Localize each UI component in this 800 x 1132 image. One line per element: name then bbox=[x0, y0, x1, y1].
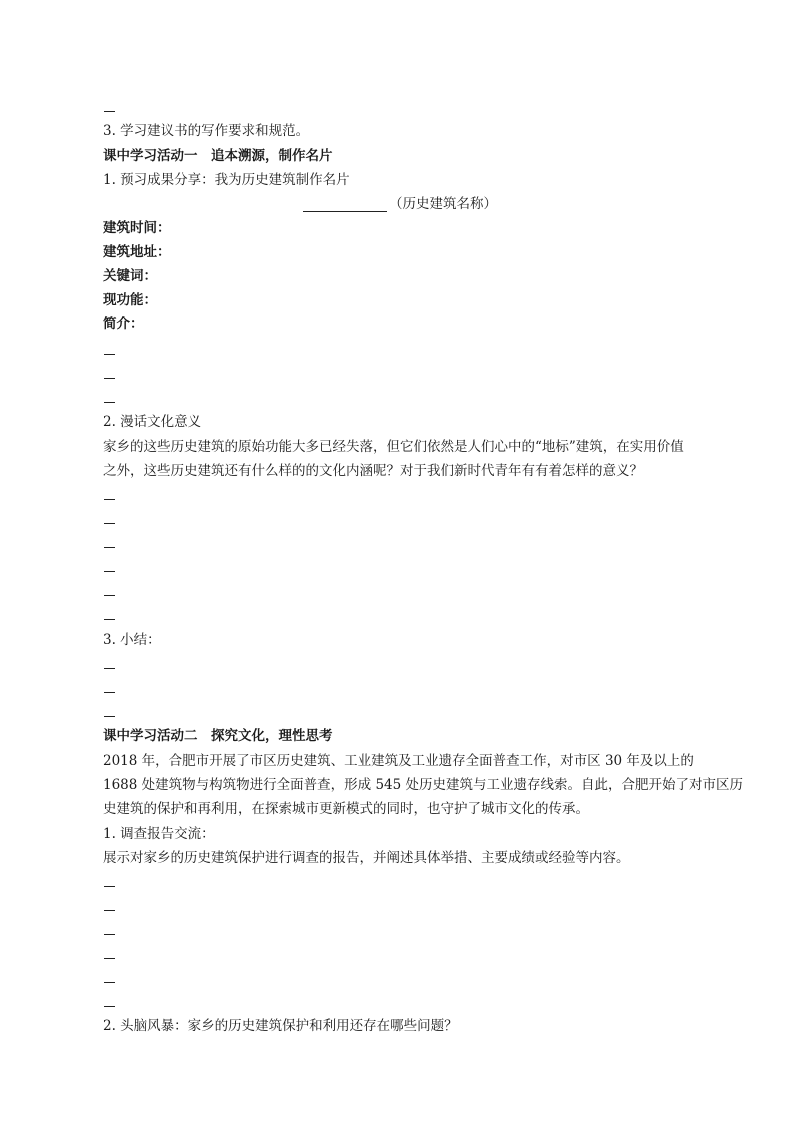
summary-heading: 3. 小结： bbox=[103, 632, 161, 648]
preview-share-heading: 1. 预习成果分享：我为历史建筑制作名片 bbox=[103, 172, 350, 188]
answer-line bbox=[104, 958, 115, 959]
field-keywords: 关键词： bbox=[103, 268, 157, 284]
brainstorm-heading: 2. 头脑风暴：家乡的历史建筑保护和利用还存在哪些问题？ bbox=[103, 1018, 458, 1034]
answer-line bbox=[104, 910, 115, 911]
answer-line bbox=[104, 716, 115, 717]
cultural-meaning-para-2: 之外，这些历史建筑还有什么样的的文化内涵呢？对于我们新时代青年有有着怎样的意义？ bbox=[103, 463, 643, 479]
field-address: 建筑地址： bbox=[103, 244, 171, 260]
answer-line bbox=[104, 523, 115, 524]
answer-line bbox=[104, 934, 115, 935]
answer-line bbox=[104, 886, 115, 887]
answer-line bbox=[104, 595, 115, 596]
answer-line bbox=[104, 982, 115, 983]
answer-line bbox=[104, 354, 115, 355]
report-description: 展示对家乡的历史建筑保护进行调查的报告，并阐述具体举措、主要成绩或经验等内容。 bbox=[103, 850, 630, 866]
cultural-meaning-para-1: 家乡的这些历史建筑的原始功能大多已经失落，但它们依然是人们心中的“地标”建筑，在实用价值 bbox=[103, 439, 684, 455]
building-name-blank bbox=[303, 199, 387, 212]
field-build-time: 建筑时间： bbox=[103, 220, 171, 236]
hefei-para-3: 史建筑的保护和再利用，在探索城市更新模式的同时，也守护了城市文化的传承。 bbox=[103, 801, 589, 817]
building-name-label: （历史建筑名称） bbox=[389, 196, 497, 212]
answer-line bbox=[104, 571, 115, 572]
study-item-3: 3. 学习建议书的写作要求和规范。 bbox=[103, 123, 310, 139]
building-name-line bbox=[303, 196, 497, 212]
answer-line bbox=[104, 499, 115, 500]
hefei-para-1: 2018 年，合肥市开展了市区历史建筑、工业建筑及工业遗存全面普查工作，对市区 30 年及以上的 bbox=[103, 753, 694, 769]
answer-line bbox=[104, 402, 115, 403]
report-heading: 1. 调查报告交流： bbox=[103, 826, 215, 842]
hefei-para-2: 1688 处建筑物与构筑物进行全面普查，形成 545 处历史建筑与工业遗存线索。自此，合肥开始了对市区历 bbox=[103, 777, 743, 793]
activity-2-heading: 课中学习活动二 探究文化，理性思考 bbox=[103, 728, 333, 744]
answer-line bbox=[104, 668, 115, 669]
cultural-meaning-heading: 2. 漫话文化意义 bbox=[103, 414, 202, 430]
activity-1-heading: 课中学习活动一 追本溯源，制作名片 bbox=[103, 148, 333, 164]
answer-line bbox=[104, 547, 115, 548]
field-current-function: 现功能： bbox=[103, 292, 157, 308]
answer-line bbox=[104, 378, 115, 379]
answer-line bbox=[104, 692, 115, 693]
answer-line bbox=[104, 619, 115, 620]
answer-line bbox=[104, 111, 115, 112]
answer-line bbox=[104, 1006, 115, 1007]
field-intro: 简介： bbox=[103, 316, 144, 332]
